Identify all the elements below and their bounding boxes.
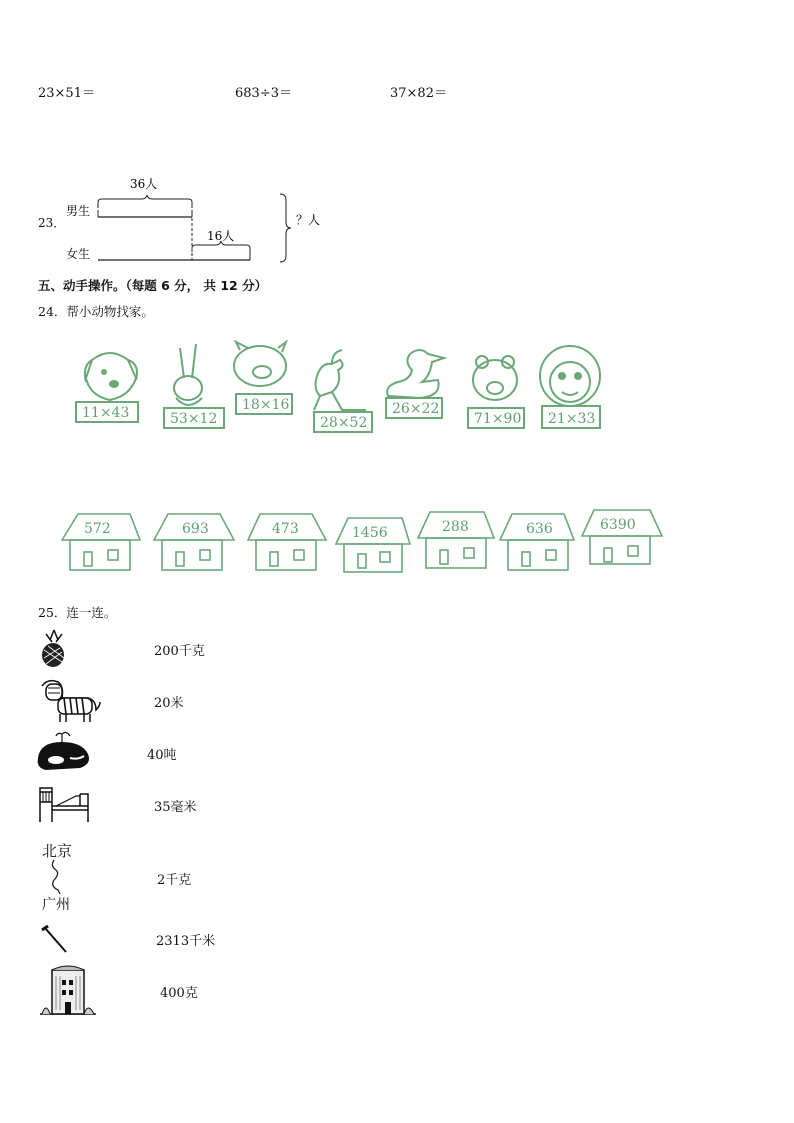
house-3-number: 473 [272, 521, 299, 537]
calc-3: 37×82＝ [390, 86, 447, 101]
q23-top-brace [98, 195, 192, 208]
pineapple-icon [36, 628, 72, 668]
q23-number: 23． [38, 216, 66, 230]
q24-prompt: 24．帮小动物找家。 [38, 304, 154, 319]
unit-1: 200千克 [154, 644, 205, 659]
pig-icon [234, 342, 286, 386]
q23-boys-label: 男生 [66, 204, 91, 218]
unit-6: 2313千米 [156, 934, 216, 949]
q23-total-brace [280, 194, 291, 262]
monkey-expr: 21×33 [548, 411, 596, 427]
map-route [44, 858, 74, 896]
nail-icon [38, 924, 72, 956]
goat-icon [314, 350, 366, 410]
animals-row [70, 340, 630, 440]
unit-7: 400克 [160, 986, 198, 1001]
whale-icon [34, 730, 92, 774]
unit-3: 40吨 [147, 748, 177, 763]
house-4-number: 1456 [352, 525, 388, 541]
calc-2: 683÷3＝ [235, 86, 292, 101]
q23-total-label: ？人 [296, 213, 321, 227]
duck-expr: 26×22 [392, 401, 440, 417]
house-2-number: 693 [182, 521, 209, 537]
beijing-guangzhou-map-icon [40, 840, 84, 916]
calc-1: 23×51＝ [38, 86, 95, 101]
bear-icon [473, 356, 517, 400]
house-5-number: 288 [442, 519, 469, 535]
bed-icon [36, 782, 94, 826]
houses-row [58, 508, 668, 578]
unit-4: 35毫米 [154, 800, 197, 815]
house-6-number: 636 [526, 521, 553, 537]
dog-icon [85, 353, 137, 400]
unit-2: 20米 [154, 696, 184, 711]
q23-diff-label: 16人 [207, 229, 235, 243]
q23-top-brace-label: 36人 [130, 177, 158, 191]
goat-expr: 28×52 [320, 415, 368, 431]
bear-expr: 71×90 [474, 411, 522, 427]
tiger-icon [38, 676, 102, 724]
map-label-guangzhou: 广州 [42, 897, 70, 913]
rabbit-icon [174, 344, 202, 405]
q25-prompt: 25．连一连。 [38, 605, 117, 620]
map-label-beijing: 北京 [42, 842, 73, 860]
duck-icon [387, 350, 444, 398]
pig-expr: 18×16 [242, 397, 290, 413]
building-icon [38, 962, 98, 1016]
q23-segment-diagram [60, 172, 330, 268]
q23-girls-label: 女生 [66, 247, 91, 261]
monkey-icon [540, 346, 600, 406]
unit-5: 2千克 [157, 873, 192, 888]
dog-expr: 11×43 [82, 405, 130, 421]
rabbit-expr: 53×12 [170, 411, 218, 427]
house-1-number: 572 [84, 521, 111, 537]
house-7-number: 6390 [600, 517, 636, 533]
section-5-title: 五、动手操作。（每题 6 分， 共 12 分） [38, 278, 268, 293]
